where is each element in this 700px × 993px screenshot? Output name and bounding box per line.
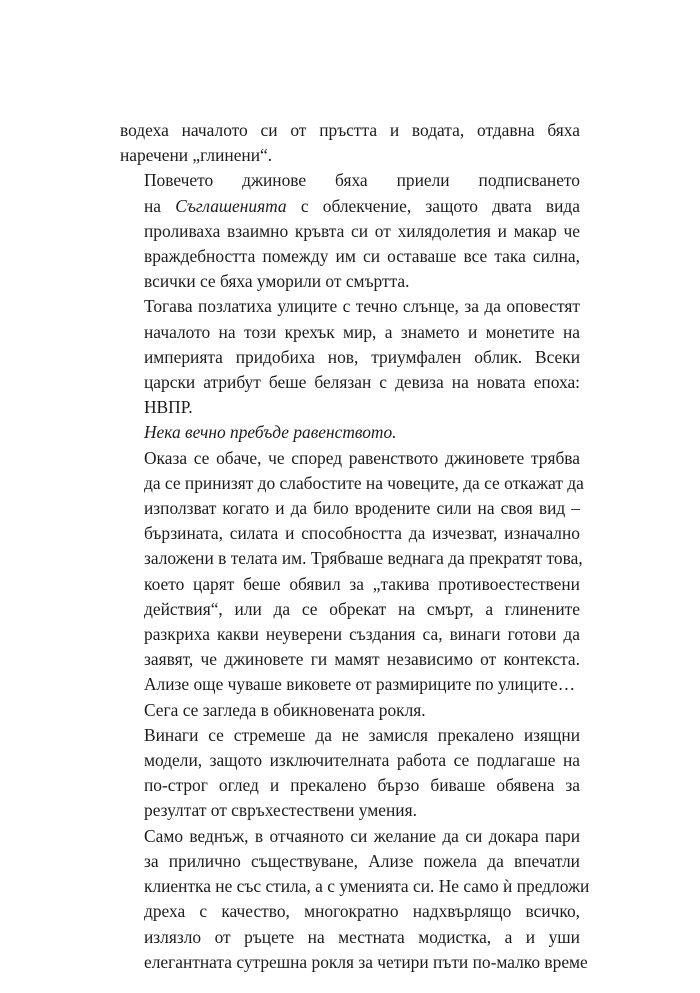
- text-line: [120, 294, 580, 319]
- text-run: наречени „глинени“.: [120, 145, 273, 166]
- text-run: царски атрибут беше белязан с девиза на новата епоха:: [144, 372, 580, 393]
- text-run: разкриха какви неуверени създания са, винаги готови да: [144, 624, 580, 645]
- text-line: [120, 521, 580, 546]
- text-line: [120, 496, 580, 521]
- text-run: Тогава позлатиха улиците с течно слънце, за да оповестят: [144, 296, 580, 317]
- text-line: [120, 723, 580, 748]
- text-line: [120, 698, 580, 723]
- text-run: бързината, силата и способността да изчезват, изначално: [144, 523, 580, 544]
- paragraph: [120, 723, 580, 824]
- text-run: заявят, че джиновете ги мамят независимо от контекста.: [144, 649, 580, 670]
- text-line: [120, 194, 580, 219]
- text-run: модели, защото изключителната работа се подлагаше на: [144, 750, 580, 771]
- text-line: [120, 798, 580, 823]
- paragraph: [120, 168, 580, 294]
- text-line: [120, 874, 590, 899]
- text-run: НВПР.: [144, 397, 193, 418]
- body-text: [120, 118, 590, 975]
- text-run: на: [144, 195, 176, 216]
- text-run: резултат от свръхестествени умения.: [144, 800, 417, 821]
- text-run: Оказа се обаче, че според равенството джиновете трябва: [144, 447, 580, 468]
- text-line: [120, 773, 580, 798]
- text-line: [120, 395, 580, 420]
- text-line: [120, 899, 580, 924]
- paragraph: [120, 446, 584, 698]
- text-run: заложени в телата им. Трябваше веднага да прекратят това,: [144, 548, 583, 569]
- text-run: империята придобиха нов, триумфален облик. Всеки: [144, 346, 580, 367]
- text-line: [120, 370, 580, 395]
- text-run: водеха началото си от пръстта и водата, отдавна бяха: [120, 120, 580, 140]
- text-line: [120, 269, 580, 294]
- text-run: действия“, или да се обрекат на смърт, а глинените: [144, 598, 580, 619]
- text-line: [120, 118, 580, 143]
- text-line: [120, 572, 580, 597]
- text-run: по-строг оглед и прекалено бързо биваше обявена за: [144, 775, 580, 796]
- text-run: елегантната сутрешна рокля за четири пъти по-малко време: [144, 951, 588, 972]
- text-line: [120, 748, 580, 773]
- text-run: за прилично съществуване, Ализе пожела да впечатли: [144, 850, 580, 871]
- text-line: [120, 622, 580, 647]
- text-run: Само веднъж, в отчаяното си желание да си докара пари: [144, 825, 580, 846]
- text-line: [120, 168, 580, 193]
- text-line: [120, 647, 580, 672]
- paragraph: [120, 698, 580, 723]
- italic-text: Съглашенията: [175, 195, 287, 216]
- paragraph: [120, 294, 580, 420]
- text-run: Повечето джинове бяха приели подписването: [144, 170, 580, 191]
- text-run: Сега се загледа в обикновената рокля.: [144, 699, 426, 720]
- text-line: [120, 849, 580, 874]
- text-line: [120, 143, 580, 168]
- text-run: с облекчение, защото двата вида: [286, 195, 581, 216]
- text-run: проливаха взаимно кръвта си от хилядолетия и макар че: [144, 220, 580, 241]
- text-run: началото на този крехък мир, а знамето и монетите на: [144, 321, 580, 342]
- text-line: [120, 345, 580, 370]
- text-run: излязло от ръцете на местната модистка, а и уши: [144, 926, 580, 947]
- text-run: да се принизят до слабостите на човеците, да се откажат да: [144, 472, 584, 493]
- text-line: [120, 824, 580, 849]
- text-run: всички се бяха уморили от смъртта.: [144, 271, 410, 292]
- text-run: дреха с качество, многократно надхвърлящо всичко,: [144, 901, 580, 922]
- text-line: [120, 546, 583, 571]
- text-line: [120, 672, 580, 697]
- text-line: [120, 950, 588, 975]
- text-line: [120, 219, 580, 244]
- text-run: враждебността помежду им си оставаше все така силна,: [144, 246, 580, 267]
- text-run: което царят беше обявил за „такива противоестествени: [144, 573, 580, 594]
- paragraph: [120, 824, 590, 975]
- text-line: [120, 244, 580, 269]
- paragraph: [120, 420, 580, 445]
- text-run: Винаги се стремеше да не замисля прекалено изящни: [144, 724, 580, 745]
- text-line: [120, 420, 580, 445]
- text-line: [120, 925, 580, 950]
- text-run: клиентка не със стила, а с уменията си. Не само ѝ предложи: [144, 876, 590, 897]
- paragraph: [120, 118, 580, 168]
- text-line: [120, 597, 580, 622]
- text-run: използват когато и да било вродените сили на своя вид –: [144, 498, 580, 519]
- text-line: [120, 446, 580, 471]
- italic-text: Нека вечно пребъде равенството.: [144, 422, 397, 443]
- text-line: [120, 471, 584, 496]
- text-run: Ализе още чуваше виковете от размириците по улиците…: [144, 674, 576, 695]
- text-line: [120, 320, 580, 345]
